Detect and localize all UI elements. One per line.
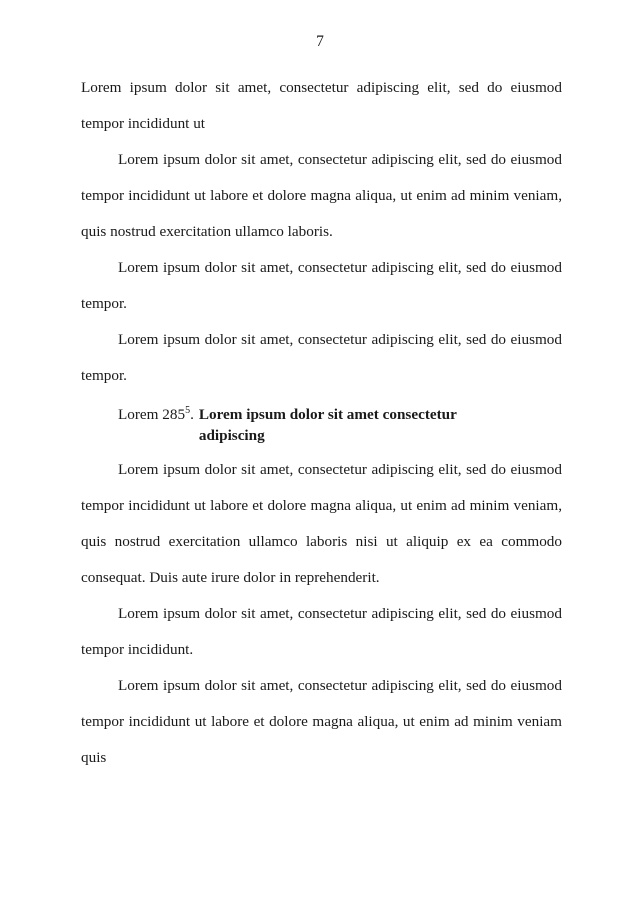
paragraph-continuation: Lorem ipsum dolor sit amet, consectetur adipiscing elit, sed do eiusmod tempor incididunt ut	[81, 79, 562, 132]
paragraph-decision-basis: Lorem ipsum dolor sit amet, consectetur adipiscing elit, sed do eiusmod tempor incididunt ut labore et dolore magna aliqua, ut enim ad minim veniam quis	[81, 677, 562, 766]
article-prefix: Lorem	[118, 406, 159, 423]
paragraph-court-decision: Lorem ipsum dolor sit amet, consectetur adipiscing elit, sed do eiusmod tempor incididunt ut labore et dolore magna aliqua, ut enim ad minim veniam, quis nostrud exercitation ullamco laboris nisi ut aliquip ex ea commodo consequat. Duis aute irure dolor in reprehenderit.	[81, 461, 562, 586]
article-number-superscript: 5	[185, 405, 191, 416]
document-body	[81, 70, 562, 776]
page-number: 7	[316, 33, 324, 50]
paragraph-list-item-2: Lorem ipsum dolor sit amet, consectetur adipiscing elit, sed do eiusmod tempor incididunt ut labore et dolore magna aliqua, ut enim ad minim veniam, quis nostrud exercitation ullamco laboris.	[81, 151, 562, 240]
article-number: Lorem $285^5$.	[118, 405, 194, 423]
article-heading	[81, 404, 562, 446]
article-number-value: 285	[162, 406, 186, 423]
paragraph-decision-content: Lorem ipsum dolor sit amet, consectetur adipiscing elit, sed do eiusmod tempor incididunt.	[81, 605, 562, 658]
article-title: Lorem ipsum dolor sit amet consectetur adipiscing	[198, 406, 457, 444]
paragraph-burden-of-proof: Lorem ipsum dolor sit amet, consectetur adipiscing elit, sed do eiusmod tempor.	[81, 259, 562, 312]
paragraph-court-evidence: Lorem ipsum dolor sit amet, consectetur adipiscing elit, sed do eiusmod tempor.	[81, 331, 562, 384]
